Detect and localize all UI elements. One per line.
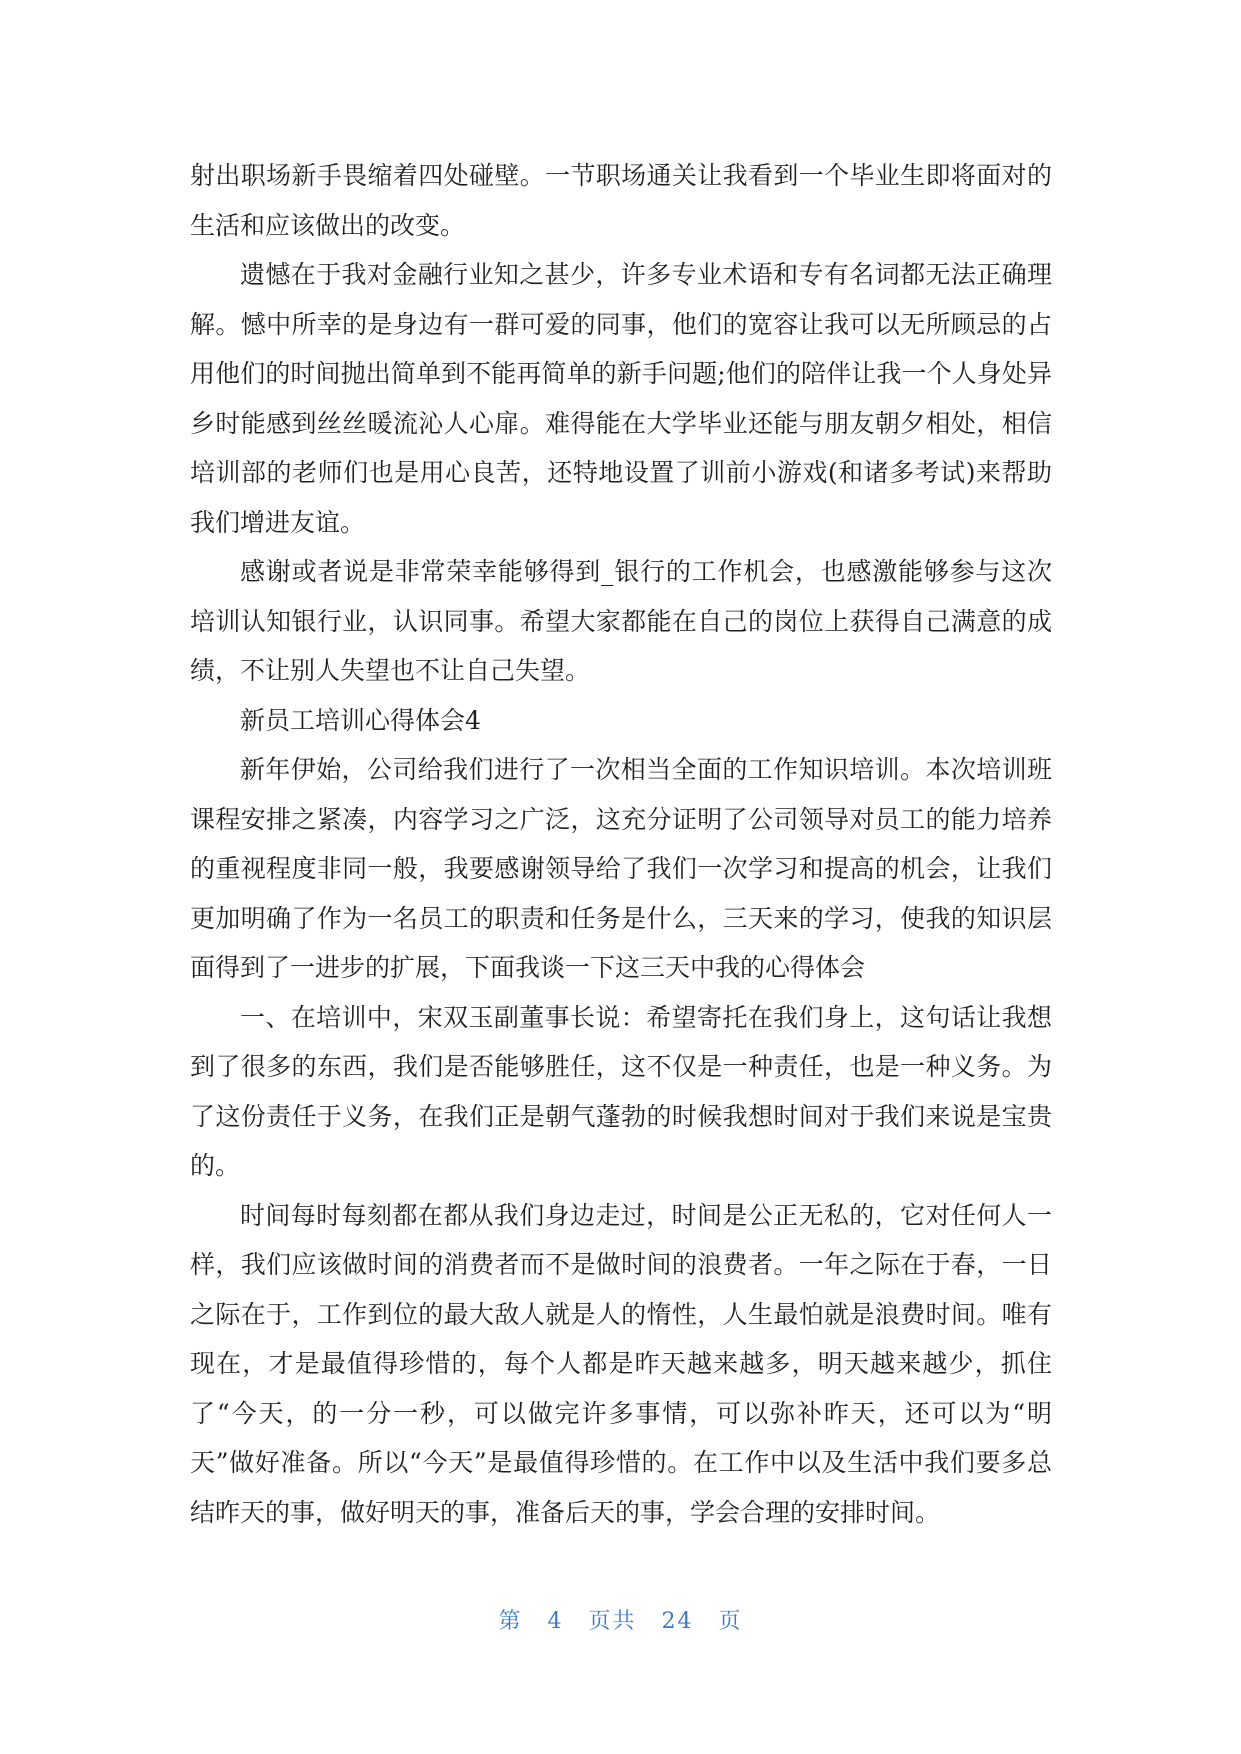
paragraph-3: 感谢或者说是非常荣幸能够得到_银行的工作机会，也感激能够参与这次培训认知银行业，认识同事。希望大家都能在自己的岗位上获得自己满意的成绩，不让别人失望也不让自己失望。 <box>190 557 1052 685</box>
footer-label-page: 第 <box>498 1609 523 1634</box>
footer-label-end: 页 <box>718 1609 743 1634</box>
footer-total-pages: 24 <box>661 1609 694 1634</box>
footer-label-of: 页共 <box>588 1609 637 1634</box>
paragraph-5: 一、在培训中，宋双玉副董事长说：希望寄托在我们身上，这句话让我想到了很多的东西，我们是否能够胜任，这不仅是一种责任，也是一种义务。为了这份责任于义务，在我们正是朝气蓬勃的时候我想时间对于我们来说是宝贵的。 <box>190 1002 1052 1180</box>
section-heading: 新员工培训心得体会4 <box>240 705 481 735</box>
document-body <box>190 151 1052 1537</box>
paragraph-4: 新年伊始，公司给我们进行了一次相当全面的工作知识培训。本次培训班课程安排之紧凑，内容学习之广泛，这充分证明了公司领导对员工的能力培养的重视程度非同一般，我要感谢领导给了我们一次学习和提高的机会，让我们更加明确了作为一名员工的职责和任务是什么，三天来的学习，使我的知识层面得到了一进步的扩展，下面我谈一下这三天中我的心得体会 <box>190 755 1052 982</box>
footer-current-page: 4 <box>547 1609 564 1634</box>
paragraph-2: 遗憾在于我对金融行业知之甚少，许多专业术语和专有名词都无法正确理解。憾中所幸的是身边有一群可爱的同事，他们的宽容让我可以无所顾忌的占用他们的时间抛出简单到不能再简单的新手问题;他们的陪伴让我一个人身处异乡时能感到丝丝暖流沁人心扉。难得能在大学毕业还能与朋友朝夕相处，相信培训部的老师们也是用心良苦，还特地设置了训前小游戏(和诸多考试)来帮助我们增进友谊。 <box>190 260 1052 537</box>
paragraph-1: 射出职场新手畏缩着四处碰壁。一节职场通关让我看到一个毕业生即将面对的生活和应该做出的改变。 <box>190 161 1052 240</box>
paragraph-6: 时间每时每刻都在都从我们身边走过，时间是公正无私的，它对任何人一样，我们应该做时间的消费者而不是做时间的浪费者。一年之际在于春，一日之际在于，工作到位的最大敌人就是人的惰性，人生最怕就是浪费时间。唯有现在，才是最值得珍惜的，每个人都是昨天越来越多，明天越来越少，抓住了“今天，的一分一秒，可以做完许多事情，可以弥补昨天，还可以为“明天”做好准备。所以“今天”是最值得珍惜的。在工作中以及生活中我们要多总结昨天的事，做好明天的事，准备后天的事，学会合理的安排时间。 <box>190 1200 1052 1527</box>
page-number-footer <box>0 1604 1241 1635</box>
